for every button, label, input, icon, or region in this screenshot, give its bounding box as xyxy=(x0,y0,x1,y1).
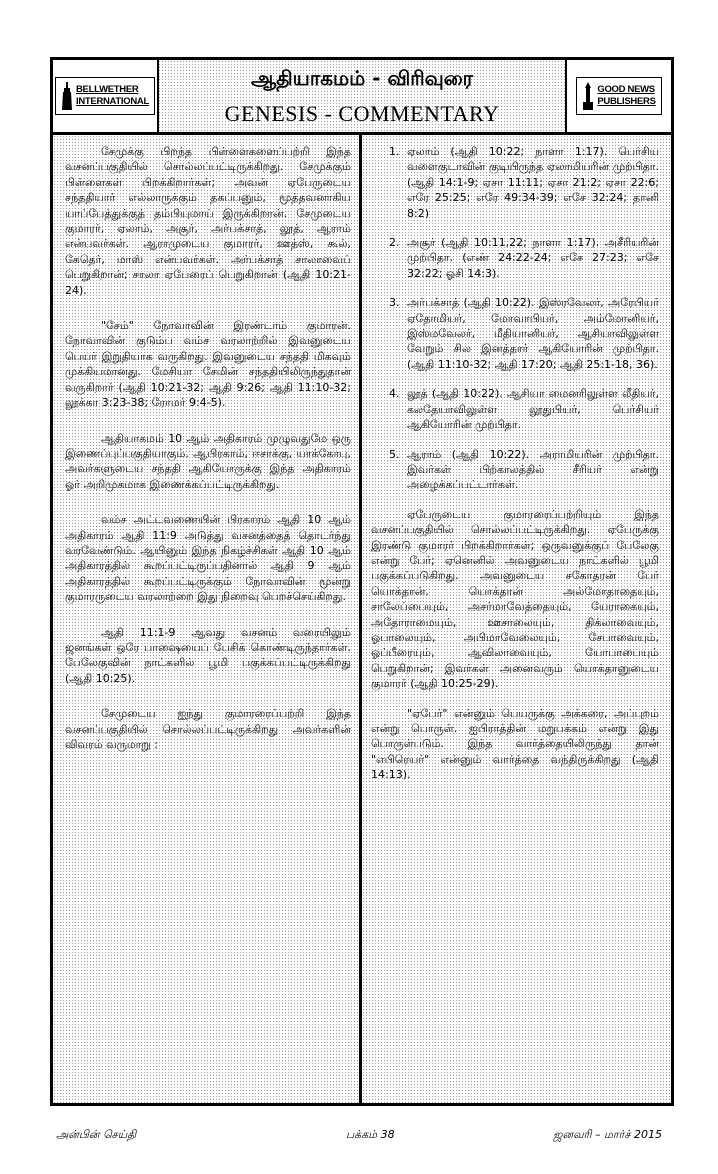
footer-issue-date: ஜனவரி – மார்ச் 2015 xyxy=(553,1128,662,1141)
logo-right-line1: GOOD NEWS xyxy=(597,84,655,95)
page-footer xyxy=(56,1128,662,1148)
list-text: அசூர் (ஆதி 10:11,22; நாளா 1:17). அசீரியரின் முற்பிதா. (எண் 24:22-24; எசே 27:23; எசே 32:22; ஓசி 14:3). xyxy=(407,236,659,280)
list-item xyxy=(371,386,659,432)
list-text: ஆராம் (ஆதி 10:22). அராமியரின் முற்பிதா. இவர்கள் பிற்காலத்தில் சீரியர் என்று அழைக்கப்பட்டார்கள். xyxy=(407,447,659,492)
list-text: ஏலாம் (ஆதி 10:22; நாளா 1:17). பெர்சிய வளைகுடாவின் குடியிருந்த ஏலாமியரின் முற்பிதா. (ஆதி 14:1-9; ஏசா 11:11; ஏசா 21:2; ஏசா 22:6; எரே 25:25; எரே 49:34-39; எசே 32:24; தானி 8:2) xyxy=(407,145,659,220)
footer-magazine-name: அன்பின் செய்தி xyxy=(56,1128,137,1141)
list-item xyxy=(371,447,659,493)
paragraph: சேமுக்கு பிறந்த பிள்ளைகளைப்பற்றி இந்த வசனப்பகுதியில் சொல்லப்பட்டிருக்கிறது. சேமுக்கும் பிள்ளைகள் பிறக்கிறார்கள்; அவன் ஏபேருடைய சந்ததியார் எல்லாருக்கும் தகப்பனும், மூத்தவனாகிய யாப்பேத்துக்குத் தம்பியுமாய் இருக்கிறான். சேமுடைய குமாரர், ஏலாம், அசூர், அர்பக்சாத், லூத், ஆராம் என்பவர்கள். ஆராமுடைய குமாரர், ஊத்ஸ், கூல், கேதெர், மாஸ் என்பவர்கள். அர்பக்சாத் சாலாவைப் பெறுகிறான்; சாலா ஏபேரைப் பெறுகிறான் (ஆதி 10:21-24). xyxy=(65,145,351,297)
logo-left-line1: BELLWETHER xyxy=(76,84,139,95)
logo-left-line2: INTERNATIONAL xyxy=(76,96,149,107)
paragraph: ஆதி 11:1-9 ஆவது வசனம் வரையிலும் ஜனங்கள் ஒரே பாஷையைப் பேசிக் கொண்டிருந்தார்கள். பேலேகுவின் நாட்களில் பூமி பகுக்கப்பட்டிருக்கிறது (ஆதி 10:25). xyxy=(65,625,351,685)
list-item xyxy=(371,235,659,281)
bellwether-logo xyxy=(53,60,159,132)
title-english: GENESIS - COMMENTARY xyxy=(224,101,500,126)
tower-icon xyxy=(61,82,73,110)
logo-right-line2: PUBLISHERS xyxy=(597,96,656,107)
paragraph: வம்ச அட்டவணையின் பிரகாரம் ஆதி 10 ஆம் அதிகாரம் ஆதி 11:9 அடுத்து வசனத்தைத் தொடர்ந்து வரவேண்டும். ஆயினும் இந்த நிகழ்ச்சிகள் ஆதி 10 ஆம் அதிகாரத்தில் கூறப்பட்டிருப்பதினால் ஆதி 9 ஆம் அதிகாரத்தில் கூறப்பட்டிருக்கும் நோவாவின் மூன்று குமாரருடைய வரலாற்றை இது நிறைவு பெறச்செய்கிறது. xyxy=(65,513,351,604)
paragraph: ஏபேருடைய குமாரரைப்பற்றியும் இந்த வசனப்பகுதியில் சொல்லப்பட்டிருக்கிறது. ஏபேருக்கு இரண்டு குமாரர் பிறக்கிறார்கள்; ஒருவனுக்குப் பேலேகு என்று பேர்; ஏனெனில் அவனுடைய நாட்களில் பூமி பகுக்கப்படுகிறது. அவனுடைய சகோதரன் பேர் யொக்தான். யொக்தான் அல்மோதாதையும், சாலேப்பையும், அசர்மாவேத்தையும், யேராகையும், அதோராமையும், ஊசாலையும், திக்லாவையும், ஓபாலையும், அபிமாவேலையும், சேபாவையும், ஓப்பீரையும், ஆவிலாவையும், யோபாபையும் பெறுகிறான்; இவர்கள் அனைவரும் யொக்தானுடைய குமாரர் (ஆதி 10:25-29). xyxy=(371,507,659,691)
list-number: 3. xyxy=(389,296,400,310)
footer-page-number: பக்கம் 38 xyxy=(346,1128,395,1141)
list-number: 1. xyxy=(389,145,400,158)
page-header xyxy=(53,60,671,135)
list-number: 4. xyxy=(389,387,400,401)
list-item xyxy=(371,144,659,221)
left-column xyxy=(65,144,351,766)
column-divider xyxy=(359,132,362,1106)
good-news-logo xyxy=(565,60,671,132)
title-tamil: ஆதியாகமம் - விரிவுரை xyxy=(250,66,474,90)
paragraph: "ஏபேர்" என்னும் பெயருக்கு அக்கரை, அப்புறம் என்று பொருள். ஐபிராத்தின் மறுபக்கம் என்று இது பொருள்படும். இந்த வார்த்தையிலிருந்து தான் "எபிரெயர்" என்னும் வார்த்தை வந்திருக்கிறது (ஆதி 14:13). xyxy=(371,706,659,782)
list-item xyxy=(371,295,659,372)
list-text: லூத் (ஆதி 10:22). ஆசியா மைனரிலுள்ள லீதியர், கலதேயாவிலுள்ள லூதுபியர், பெர்சியர் ஆகியோரின் முற்பிதா. xyxy=(407,387,659,432)
lamp-icon xyxy=(582,82,594,110)
list-number: 2. xyxy=(389,236,400,250)
paragraph: சேமுடைய ஐந்து குமாரரைப்பற்றி இந்த வசனப்பகுதியில் சொல்லப்பட்டிருக்கிறது அவர்களின் விவரம் வருமாறு : xyxy=(65,707,351,751)
paragraph: ஆதியாகமம் 10 ஆம் அதிகாரம் முழுவதுமே ஒரு இணைப்புப்பகுதியாகும். ஆபிரகாம், ஈசாக்கு, யாக்கோபு, அவர்களுடைய சந்ததி ஆகியோருக்கு இந்த அதிகாரம் ஓர் அறிமுகமாக இணைக்கப்பட்டிருக்கிறது. xyxy=(65,431,351,491)
title-block xyxy=(159,60,565,132)
page-frame xyxy=(50,57,674,1106)
paragraph: "சேம்" நோவாவின் இரண்டாம் குமாரன். நோவாவின் குடும்ப வம்ச வரலாற்றில் இவனுடைய பெயர் இறுதியாக வருகிறது. இவனுடைய சந்ததி மிகவும் முக்கியமானது. மேசியா சேமின் சந்ததியிலிருந்துதான் வருகிறார் (ஆதி 10:21-32; ஆதி 9:26; ஆதி 11:10-32; லூக்கா 3:23-38; ரோமர் 9:4-5). xyxy=(65,319,351,410)
list-text: அர்பக்சாத் (ஆதி 10:22). இஸ்ரவேலர், அரேபியர் ஏதோமியர், மோவாபியர், அம்மோனியர், இஸ்மவேலர், மீதியானியர், ஆசியாவிலுள்ள வேறும் சில இனத்தார் ஆகியோரின் முற்பிதா. (ஆதி 11:10-32; ஆதி 17:20; ஆதி 25:1-18, 36). xyxy=(407,296,659,371)
list-number: 5. xyxy=(389,447,400,461)
right-column xyxy=(371,144,659,797)
